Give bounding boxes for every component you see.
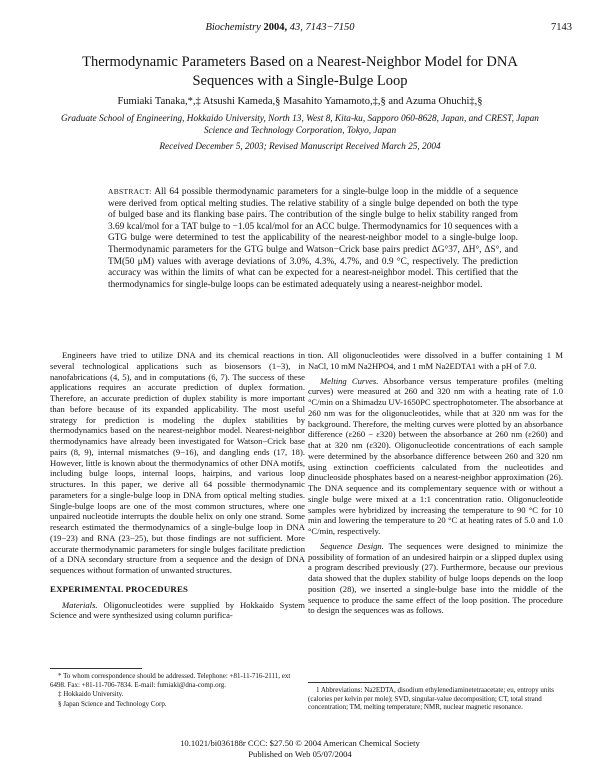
paper-title: Thermodynamic Parameters Based on a Nearest-Neighbor Model for DNA Sequences with a Single-Bulge Loop bbox=[82, 54, 518, 89]
left-column bbox=[50, 350, 305, 625]
materials-label: Materials. bbox=[62, 599, 98, 610]
footnote-jst: § Japan Science and Technology Corp. bbox=[58, 699, 167, 708]
received-dates: Received December 5, 2003; Revised Manuscript Received March 25, 2004 bbox=[159, 142, 441, 152]
affiliation: Graduate School of Engineering, Hokkaido University, North 13, West 8, Kita-ku, Sapporo 060-8628, Japan, and CREST, Japan Science and Technology Corporation, Tokyo, Japan bbox=[61, 114, 539, 136]
materials-paragraph bbox=[50, 600, 305, 622]
design-label: Sequence Design. bbox=[320, 540, 384, 551]
journal-volume: 43, bbox=[289, 22, 303, 33]
melting-text: Absorbance versus temperature profiles (melting curves) were measured at 260 and 320 nm with a heating rate of 1.0 °C/min on a Shimadzu UV-1650PC spectrophotometer. The absorbance at 260 nm was for the oligonucleotides, while that at 320 nm was for the background. Therefore, the melting curves were plotted by an absorbance difference (ε260 − ε320) between the absorbance at 260 nm (ε260) and that at 320 nm (ε320). Oligonucleotide concentrations of each sample were determined by the absorbance difference between 260 and 320 nm using extinction coefficients calculated from the nucleotides and dinucleoside phosphates based on a nearest-neighbor approximation (26). The DNA sequence and its complementary sequence with or without a single bulge were mixed at a 1:1 concentration ratio. Oligonucleotide samples were hybridized by increasing the temperature to 90 °C for 10 min and lowering the temperature to 20 °C at heating rates of 5.0 and 1.0 °C/min, respectively. bbox=[308, 375, 564, 536]
footnote-hokkaido: ‡ Hokkaido University. bbox=[58, 690, 124, 699]
journal-name: Biochemistry bbox=[205, 22, 261, 33]
footnote-rule-left bbox=[50, 668, 142, 669]
right-column bbox=[308, 350, 563, 620]
author-list: Fumiaki Tanaka,*,‡ Atsushi Kameda,§ Masahito Yamamoto,‡,§ and Azuma Ohuchi‡,§ bbox=[117, 96, 483, 107]
published-line: Published on Web 05/07/2004 bbox=[248, 749, 352, 759]
design-text: The sequences were designed to minimize the possibility of formation of an undesired hairpin or a slipped duplex using a program described previously (27). Furthermore, because our previous data showed that the duplex stability of bulge loops depends on the loop position (28), we inserted a single-bulge base into the middle of the sequence to produce the same effect of the loop position. The procedure to design the sequences was as follows. bbox=[308, 540, 563, 616]
intro-paragraph: Engineers have tried to utilize DNA and its chemical reactions in several technological applications such as biosensors (1−3), in nanofabrications (4, 5), and in computations (6, 7). The success of these applications requires an accurate prediction of duplex formation. Therefore, an accurate prediction of duplex stability is more important than before because of its expanded applicability. The most useful strategy for prediction is modeling the duplex stabilities by thermodynamics based on the nearest-neighbor model. Nearest-neighbor thermodynamics have already been investigated for Watson−Crick base pairs (8, 9), internal mismatches (9−16), and dangling ends (17, 18). However, little is known about the thermodynamics of other DNA motifs, including bulge loops, internal loops, hairpins, and various loop structures. In this paper, we derive all 64 possible thermodynamic parameters for a single-bulge loop in DNA from optical melting studies. Single-bulge loops are one of the most common structures, where one unpaired nucleotide interrupts the double helix on only one strand. Some research estimated the thermodynamics of a single-bulge loop in DNA (19−23) and RNA (23−25), but those findings are not sufficient. More accurate thermodynamic parameters for single bulges facilitate prediction of a DNA secondary structure from a sequence and the design of DNA sequences without formation of unwanted structures. bbox=[50, 350, 305, 575]
melting-paragraph bbox=[308, 376, 563, 537]
footnote-corresponding: * To whom correspondence should be addressed. Telephone: +81-11-716-2111, ext 6498. Fax: +81-11-706-7834. E-mail: fumiaki@dna-comp.org. bbox=[50, 672, 291, 689]
abstract-label: ABSTRACT: bbox=[108, 187, 152, 196]
journal-citation bbox=[0, 22, 560, 33]
journal-year: 2004, bbox=[263, 22, 288, 33]
journal-pages: 7143−7150 bbox=[305, 22, 355, 33]
abstract bbox=[108, 186, 518, 291]
design-paragraph bbox=[308, 541, 563, 616]
page-number: 7143 bbox=[551, 22, 572, 33]
footnote-abbreviations: 1 Abbreviations: Na2EDTA, disodium ethylenediaminetetraacetate; eu, entropy units (calories per kelvin per mole); SVD, singular-value decomposition; CT, total strand concentration; TM, melting temperature; NMR, nuclear magnetic resonance. bbox=[308, 686, 554, 712]
footnote-rule-right bbox=[308, 682, 400, 683]
materials-text: Oligonucleotides were supplied by Hokkaido System Science and were synthesized using column purifica- bbox=[50, 599, 305, 621]
abstract-text: All 64 possible thermodynamic parameters for a single-bulge loop in the middle of a sequence were derived from optical melting studies. The relative stability of a single bulge depended on both the type of bulged base and its flanking base pairs. The contribution of the single bulge to helix stability ranged from 3.69 kcal/mol for a TAT bulge to −1.05 kcal/mol for an ACC bulge. Thermodynamics for 10 sequences with a GTG bulge were determined to test the applicability of the nearest-neighbor model to a single-bulge loop. Thermodynamic parameters for the GTG bulge and Watson−Crick base pairs predict ΔG°37, ΔH°, ΔS°, and TM(50 μM) values with average deviations of 3.0%, 4.3%, 4.7%, and 0.9 °C, respectively. The prediction accuracy was within the limits of what can be expected for a nearest-neighbor model. This certified that the thermodynamics for single-bulge loops can be estimated adequately using a nearest-neighbor model. bbox=[108, 187, 518, 290]
footnotes-right bbox=[308, 686, 563, 713]
section-heading: EXPERIMENTAL PROCEDURES bbox=[50, 583, 189, 594]
continuation-paragraph: tion. All oligonucleotides were dissolved in a buffer containing 1 M NaCl, 10 mM Na2HPO4, and 1 mM Na2EDTA1 with a pH of 7.0. bbox=[308, 350, 563, 371]
doi-copyright-line: 10.1021/bi036188r CCC: $27.50 © 2004 American Chemical Society bbox=[180, 738, 420, 748]
footnotes-left bbox=[50, 672, 305, 709]
melting-label: Melting Curves. bbox=[320, 375, 379, 386]
